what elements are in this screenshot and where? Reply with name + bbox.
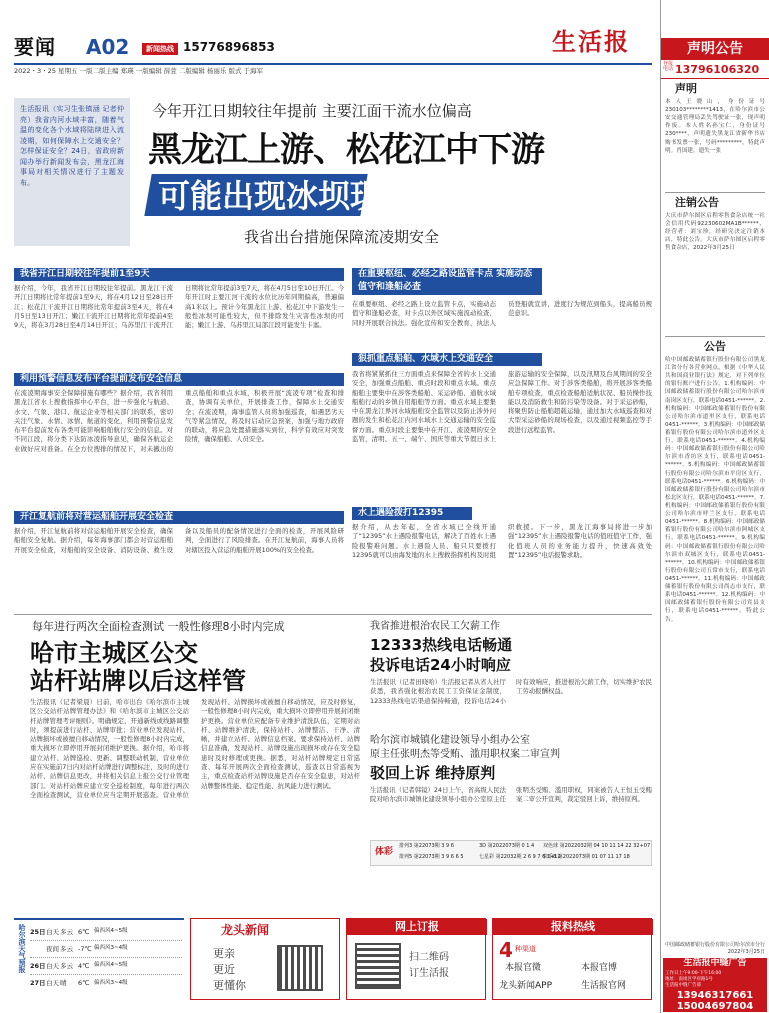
- section-header-5: 狠抓重点船舶、水域水上交通安全: [352, 353, 542, 366]
- logo: 生活报: [552, 27, 630, 56]
- sidebar-ad-line-3: 生活报中缝广告部: [665, 983, 701, 988]
- story4-body: 生活报讯（记者韩镜）24日上午，省高级人民法院对哈尔滨市城镇化建设领导小组办公室原主任张明杰受贿、滥用职权，同案被告人王恒玉受贿案二审公开宣判，裁定驳回上诉，维持原判。: [370, 786, 652, 804]
- weather-row-26: [30, 958, 182, 975]
- app-logo: 龙头新闻: [221, 923, 270, 937]
- app-promo-box[interactable]: [190, 918, 340, 1000]
- section-body-6: 据介绍，从去年起，全省水域已全线开通了“12395”水上遇险报警电话，解决了百姓水上遇险报警难问题。水上遇险人员、船只只要拨打12395就可以由海发地的水上搜救指挥机构及时组织救援。下一步，黑龙江海事局将进一步加强“12395”水上遇险报警电话的值班值守工作，强化值班人员的业务能力提升，快速高效处置“12395”电话报警求助。: [352, 523, 652, 559]
- story3-body: 生活报讯（记者田晓哈）生活报记者从省人社厅获悉，我省强化根治农民工工资保证金制度，12333热线电话渠道保持畅通，投诉电话24小时有效响应，推进根治欠薪工作，切实维护农民工劳动报酬权益。: [370, 678, 652, 705]
- sidebar: [660, 0, 768, 1013]
- weather-cond: 多云: [60, 927, 73, 936]
- section-body-4: 在重要枢纽、必经之路上设立监管卡点，实施动态值守和逢船必查，对卡点以外区域实施流动检查，同时开展联合执法。强化宣传和安全教育，执法人员登船就宣讲，进度行为规范到船头，提高船员规范意识。: [352, 300, 652, 327]
- weather-temp: 6℃: [78, 927, 90, 936]
- lottery-item-6: 快乐8 第2022073期 01 07 11 17 18: [543, 854, 630, 860]
- tipoff-item-2: 本报官博: [581, 963, 618, 973]
- hotline-number: 15776896853: [183, 40, 275, 54]
- lottery-item-2: 排列5 第22073期 3 9 6 6 5: [399, 854, 464, 860]
- notice3-text: 哈中国邮政储蓄银行股份有限公司黑龙江省分行各营业网点，根据《中华人民共和国商业银行法》规定，对下列单位的银行账户进行公告。1.机构编码：中国邮政储蓄银行股份有限公司哈尔滨市南岗区支行，联系电话0451-******。2.机构编码：中国邮政储蓄银行股份有限公司哈尔滨市道里区支行，联系电话0451-******。3.机构编码：中国邮政储蓄银行股份有限公司哈尔滨市道外区支行，联系电话0451-******。4.机构编码：中国邮政储蓄银行股份有限公司哈尔滨市香坊区支行，联系电话0451-******。5.机构编码：中国邮政储蓄银行股份有限公司哈尔滨市平房区支行，联系电话0451-******。6.机构编码：中国邮政储蓄银行股份有限公司哈尔滨市松北区支行，联系电话0451-******。7.机构编码：中国邮政储蓄银行股份有限公司哈尔滨市呼兰区支行，联系电话0451-******。8.机构编码：中国邮政储蓄银行股份有限公司哈尔滨市阿城区支行，联系电话0451-******。9.机构编码：中国邮政储蓄银行股份有限公司哈尔滨市双城区支行，联系电话0451-******。10.机构编码：中国邮政储蓄银行股份有限公司五常市支行，联系电话0451-******。11.机构编码：中国邮政储蓄银行股份有限公司尚志市支行，联系电话0451-******。12.机构编码：中国邮政储蓄银行股份有限公司宾县支行，联系电话0451-******。特此公告。: [665, 357, 765, 623]
- masthead: [0, 0, 656, 96]
- date-line: 2022・3・25 星期五 一版二版主编 郑瑛 一版编辑 薛萱 二版编辑 杨丽乐 版式 于海军: [14, 67, 264, 75]
- sidebar-ad-phone-1: 13946317661: [676, 990, 754, 1001]
- app-line-3: 更懂你: [213, 979, 246, 992]
- weather-wind: 偏西风3~4级: [94, 979, 128, 986]
- lottery-item-1: 排列3 第22073期 3 9 6: [399, 843, 454, 849]
- weather-row-27: [30, 975, 182, 992]
- lead-intro-box: [14, 98, 130, 246]
- tipoff-title: 报料热线: [493, 919, 653, 935]
- weather-cond: 多云: [60, 961, 73, 970]
- sidebar-rule-2: [665, 336, 765, 337]
- notice3-sign: 中国邮政储蓄银行股份有限公司哈尔滨市分行 2022年3月25日: [665, 942, 766, 956]
- story2-headline-1: 哈市主城区公交: [30, 639, 198, 667]
- tipoff-item-1: 本报官微: [505, 963, 542, 973]
- subscribe-line-2: 订生活报: [409, 968, 449, 979]
- weather-cond: 多云: [60, 944, 73, 953]
- weather-date: 27日: [30, 979, 46, 988]
- subscribe-line-1: 扫二维码: [409, 952, 449, 963]
- weather-night: 夜间: [46, 944, 59, 953]
- story2-body: 生活报讯（记者梁晨）日前，哈市出台《哈尔滨市主城区公交站杆站牌管理办法》和《哈尔滨市主城区公交站杆站牌管理考评细则》。明确规定，开通新线或线路调整时，须提前进行站杆、站牌审批；营业单位发现站杆、站牌损坏或被擅自移动情况，一般性修理8小时内完成，重大损坏立即停用开展封闭维护更换。据介绍，哈市将建立站杆、站牌巡检、更新、调整联动机制，营业单位应在实施前7日内对站杆站牌进行调整标注，及时的进行站杆、站牌信息更改，并将相关信息上报公交行业管理部门。对站杆站牌应建立安全巡检制度，每年进行两次全面检查测试，营业单位应当定期开展巡查。营业单位发现站杆、站牌损坏或被擅自移动情况，应及时修复，一般性修理8小时内完成，重大损坏立即停用开展封闭维护更换。营业单位应配备专业维护清洗队伍，定期对站杆、站牌维护清洗，保持站杆、站牌整洁、干净、清晰，并建立站杆、站牌信息档案。要求保持站杆、站牌信息准确，发现站杆、站牌设施出现损坏或存在安全隐患时及时修理或更换。据悉，对站杆站牌规定日常巡查、每年开展两次全面检查测试，巡查以日常巡视为主，重点检查站杆站牌设施是否存在安全隐患，对站杆站牌整体性能、稳定性能、抗风能力进行测试。: [30, 698, 360, 799]
- story3-headline-2: 投诉电话24小时响应: [370, 656, 511, 674]
- story4-kicker-1: 哈尔滨市城镇化建设领导小组办公室: [370, 735, 530, 746]
- tipoff-box[interactable]: [492, 918, 652, 1000]
- story4-headline: 驳回上诉 维持原判: [370, 764, 496, 782]
- tipoff-item-4: 生活报官网: [581, 981, 627, 991]
- weather-wind: 偏西风3~4级: [94, 945, 128, 952]
- lottery-box: [370, 840, 652, 866]
- lead-intro: 生活报讯（实习生张镇涵 记者仲亮）我省内河水域丰富，随着气温的变化各个水域将陆续进入流凌期，如何保障水上交通安全？怎样保证安全？24日，省政府新闻办举行新闻发布会，黑龙江海事局对相关情况进行了主题发布。: [20, 105, 124, 187]
- section-title: 要闻: [14, 35, 56, 59]
- weather-temp: -7℃: [78, 944, 92, 953]
- weather-day: 白天: [46, 927, 59, 936]
- story3-headline-1: 12333热线电话畅通: [370, 636, 513, 654]
- section-body-3: 据介绍，开江复航前将对营运船舶开展安全检查，确保船舶安全复航。据介绍，每年海事部门都会对营运船舶开展安全检查，对船舶的安全设备、消防设备、救生设备以及船员的配备情况进行全面的检查，开展风险研判，全面进行了风险排查。在开江复航前，海事人员将对辖区投入营运的船舶开展100%的安全检查。: [14, 527, 344, 554]
- weather-temp: 6℃: [78, 979, 90, 988]
- weather-rows: [30, 924, 182, 992]
- tipoff-note: 种渠道: [515, 945, 536, 953]
- notice1-title: 声明: [675, 82, 697, 95]
- app-line-2: 更近: [213, 963, 235, 976]
- weather-cond: 晴: [60, 979, 67, 988]
- hotline-label: 新闻热线: [142, 43, 178, 55]
- weather-temp: 4℃: [78, 961, 90, 970]
- lead-subhead: 我省出台措施保障流凌期安全: [244, 228, 440, 246]
- lottery-item-3: 3D 第2022073期 0 1 4: [479, 843, 535, 849]
- notice2-title: 注销公告: [675, 196, 719, 209]
- weather-day: 白天: [46, 961, 59, 970]
- section-header-4: 在重要枢纽、必经之路设监管卡点 实施动态值守和逢船必查: [352, 268, 542, 295]
- sidebar-ad-phone-2: 15004697804: [676, 1001, 754, 1012]
- section-body-5: 我省将紧紧抓住三方面重点来保障全省的水上交通安全，加强重点船舶、重点时段和重点水域。重点船舶主要集中在涉客类船舶、采运砂船、通航水域船舶行动的乡镇自用船舶等方面。重点水域主要集中在黑龙江界河水域船舶安全监管以及防止涉外问题的发生和松花江内河水域水上交通运输的安全监督方面。重点时段主要集中在开江、流凌期的安全监管，清明、五一、端午、国庆等重大节假日水上旅游运输的安全保障，以及汛期及台风期间的安全应急保障工作。对于涉客类船舶，将开展涉客类船舶专项检查，重点检查船舶适航状况、船员操作技能以及消防救生和防污染等设备。对于采运砂船，将聚焦防止船舶超载运输，通过加大水域巡查和对大型采运砂船的现场检查，以及通过视频监控等手段进行远程监管。: [352, 370, 652, 443]
- weather-row-25-night: [30, 941, 182, 958]
- sidebar-ad-line-1: 工作日上午9:00-下午16:00: [665, 971, 722, 976]
- weather-day: 白天: [46, 979, 59, 988]
- lead-headline-1: 黑龙江上游、松花江中下游: [148, 130, 544, 170]
- lottery-item-5: 七星彩 第22032期 2 6 9 7 6 1+12: [479, 854, 561, 860]
- sidebar-ad-line-2: 地址：南岗区学府路1号: [665, 977, 713, 982]
- subscribe-box[interactable]: [346, 918, 486, 1000]
- weather-date: 25日: [30, 927, 46, 936]
- section-header-6: 水上遇险拨打12395: [352, 507, 472, 520]
- story2-kicker: 每年进行两次全面检查测试 一般性修理8小时内完成: [32, 620, 285, 633]
- section-header-3: 开江复航前将对营运船舶开展安全检查: [14, 511, 344, 524]
- lead-headline-2: 可能出现冰坝现象: [158, 177, 415, 215]
- story2-headline-2: 站杆站牌以后这样管: [30, 667, 246, 695]
- weather-wind: 偏西风4~5级: [94, 928, 128, 935]
- sidebar-rule-1: [665, 192, 765, 193]
- section-header-2: 利用预警信息发布平台提前发布安全信息: [14, 373, 344, 386]
- masthead-rule: [14, 63, 652, 65]
- lead-kicker: 今年开江日期较往年提前 主要江面干流水位偏高: [152, 102, 472, 120]
- sidebar-title: 声明公告: [661, 38, 769, 60]
- weather-title: 哈尔滨天气预报: [18, 924, 26, 973]
- story4-kicker-2: 原主任张明杰等受贿、滥用职权案二审宣判: [370, 749, 560, 760]
- sidebar-ad-title: 生活报中缝广告: [683, 958, 747, 968]
- section-header-1: 我省开江日期较往年提前1至9天: [14, 268, 344, 281]
- weather-row-25: [30, 924, 182, 941]
- notice2-text: 大庆市萨尔图区启程零售食杂店统一社会信用代码92230602MA1B******，经营者：刘宝珍，经研究决定注销本店，特此公告。大庆市萨尔图区启程零售食杂店，2022年3月25日: [665, 213, 765, 252]
- qr-code-icon: [277, 945, 323, 991]
- section-body-1: 据介绍，今年，我省开江日期较往年提前。黑龙江干流开江日期将比常年提前1至9天，将在4月12日至28日开江；松花江干流开江日期将比常年提前3至4天，将在4月5日至13日开江；嫩江干流开江日期将比常年提前4至9天，将在3月28日至4月14日开江；乌苏里江干流开江日期将比常年提前3至7天，将在4月5日至10日开江。今年开江时主要江河干流的水位比历年同期偏高，普遍偏高1米以上。预计今年黑龙江上游、松花江中下游发生一般性冰坝可能性较大，但不排除发生灾害性冰坝的可能；嫩江上游、乌苏里江局部江段可能发生卡塞。: [14, 284, 344, 330]
- app-line-1: 更亲: [213, 947, 235, 960]
- subscribe-title: 网上订报: [347, 919, 487, 935]
- weather-wind: 偏西风4~5级: [94, 962, 128, 969]
- lottery-label: 体彩: [375, 847, 394, 857]
- tipoff-item-3: 龙头新闻APP: [499, 981, 553, 991]
- sidebar-phone: 13796106320: [675, 63, 760, 76]
- weather-date: 26日: [30, 961, 46, 970]
- page-code: A02: [86, 35, 130, 59]
- lottery-item-4: 双色球 第2022032期 04 10 11 14 22 32+07: [543, 843, 651, 849]
- divider-lead: [14, 614, 652, 615]
- notice1-text: 本人王晓山，身份证号230103********1413，在哈尔滨市公安交通管理局丢失驾驶证一张，现声明作废。本人姓名孙宝仁，身份证号230****，声明遗失黑龙江省新华书店购书发票一张，号码*********，特此声明。肖国建，遗失一张: [665, 99, 765, 154]
- sidebar-ad-box: [663, 958, 767, 1012]
- story3-kicker: 我省推进根治农民工欠薪工作: [370, 621, 500, 632]
- sidebar-rule-top: [661, 78, 769, 79]
- weather-box: [14, 918, 184, 1000]
- qr-code-icon: [355, 943, 401, 989]
- notice3-title: 公告: [704, 340, 726, 353]
- section-body-2: 在流凌期海事安全保障措施有哪些？据介绍，我省利用黑龙江省水上搜救指挥中心平台，进一步强化与航道、水文、气象、港口、航运企业等相关部门的联系，密切关注气象、水情、冰情、航道的变化，利用预警信息发布平台提前发布各类可能影响船舶航行安全的信息。对不同江段，将分类下达防冰凌指导意见，确保各航运企业做好应对准备。在全方位搜排的情况下，对未撤出的重点船舶和重点水域，积极开展“流凌专项”检查和排查，协调有关单位，开展排查工作，保障水上交通安全；在流凌期，海事监管人员将加强巡查，如遇恶劣天气等紧急情况，将及时启动应急预案，加强与地方政府的联动，将应急处置措施落实到位，科学有效应对突发险情，确保船舶、人员安全。: [14, 389, 344, 453]
- sidebar-phone-label: 登报电话: [663, 61, 674, 72]
- tipoff-number: 4: [499, 938, 513, 962]
